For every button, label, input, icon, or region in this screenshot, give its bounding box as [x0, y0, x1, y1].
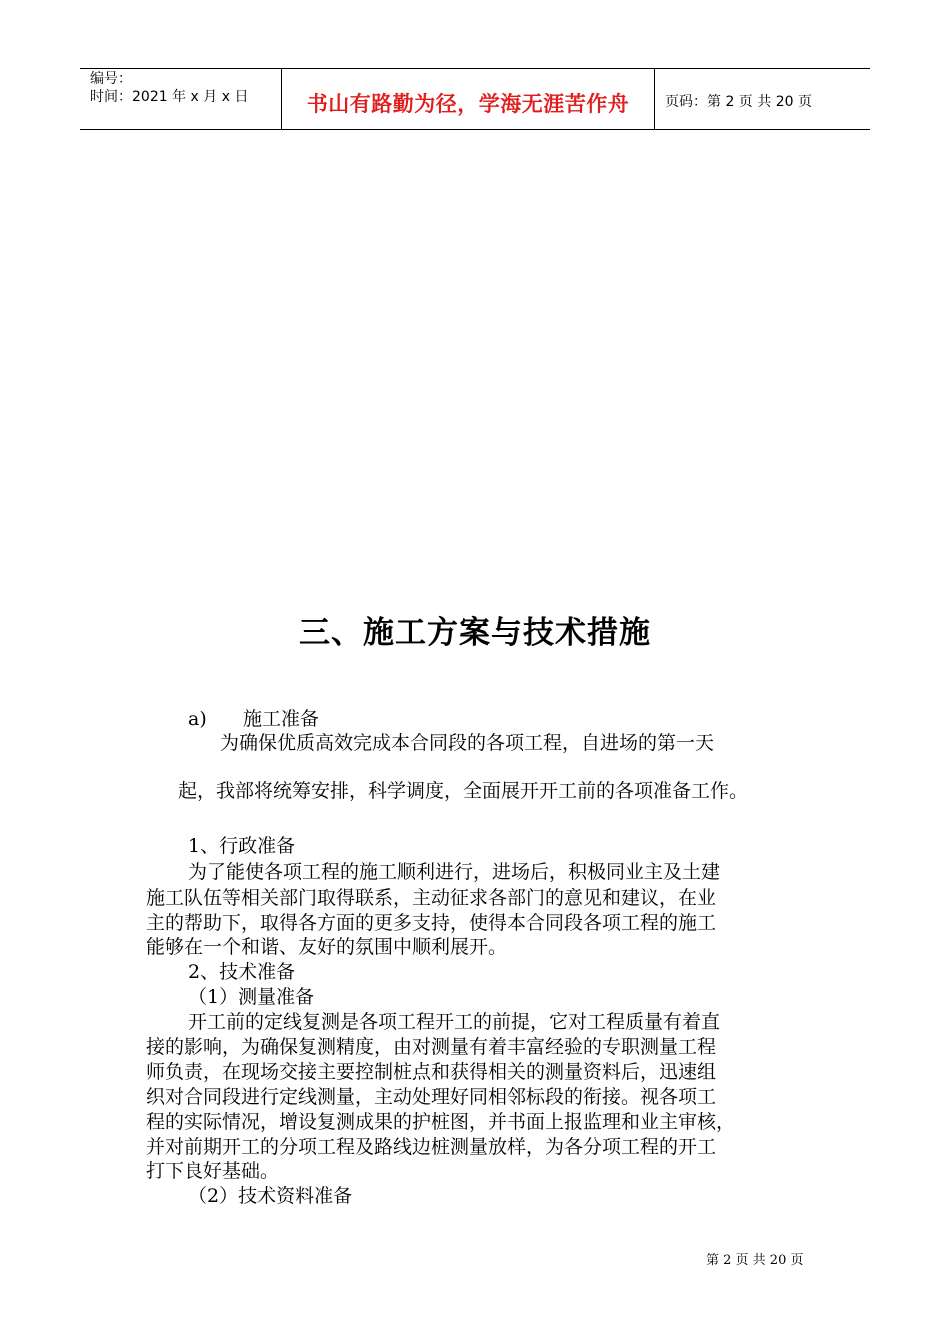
paragraph-line: 为了能使各项工程的施工顺利进行，进场后，积极同业主及土建: [188, 861, 721, 883]
section-title: 三、施工方案与技术措施: [299, 615, 651, 651]
document-number-label: 编号：: [90, 71, 132, 87]
admin-prep-heading: 1、行政准备: [188, 835, 296, 857]
paragraph-line: 程的实际情况，增设复测成果的护桩图，并书面上报监理和业主审核，: [146, 1111, 736, 1133]
paragraph-line: 师负责，在现场交接主要控制桩点和获得相关的测量资料后，迅速组: [146, 1061, 717, 1083]
paragraph-line: 并对前期开工的分项工程及路线边桩测量放样，为各分项工程的开工: [146, 1136, 717, 1158]
document-date-label: 时间：2021 年 x 月 x 日: [90, 89, 249, 105]
subsection-heading-a: a) 施工准备: [188, 708, 319, 730]
paragraph-line: 施工队伍等相关部门取得联系，主动征求各部门的意见和建议，在业: [146, 887, 717, 909]
header-meta-cell: [80, 69, 282, 129]
paragraph-line: 主的帮助下，取得各方面的更多支持，使得本合同段各项工程的施工: [146, 912, 717, 934]
paragraph-line: 为确保优质高效完成本合同段的各项工程，自进场的第一天: [220, 732, 715, 754]
tech-docs-heading: （2）技术资料准备: [188, 1185, 353, 1207]
page-header: [80, 68, 870, 130]
header-motto: 书山有路勤为径，学海无涯苦作舟: [306, 92, 630, 116]
paragraph-line: 起，我部将统筹安排，科学调度，全面展开开工前的各项准备工作。: [178, 780, 749, 802]
page-footer: 第 2 页 共 20 页: [706, 1253, 804, 1268]
paragraph-line: 接的影响，为确保复测精度，由对测量有着丰富经验的专职测量工程: [146, 1036, 717, 1058]
paragraph-line: 能够在一个和谐、友好的氛围中顺利展开。: [146, 936, 508, 958]
header-page-number: 页码：第 2 页 共 20 页: [665, 94, 812, 110]
paragraph-line: 打下良好基础。: [146, 1160, 280, 1182]
paragraph-line: 织对合同段进行定线测量，主动处理好同相邻标段的衔接。视各项工: [146, 1086, 717, 1108]
survey-prep-heading: （1）测量准备: [188, 986, 315, 1008]
paragraph-line: 开工前的定线复测是各项工程开工的前提，它对工程质量有着直: [188, 1011, 721, 1033]
header-motto-cell: [282, 69, 655, 129]
tech-prep-heading: 2、技术准备: [188, 961, 296, 983]
header-page-cell: [655, 69, 870, 129]
